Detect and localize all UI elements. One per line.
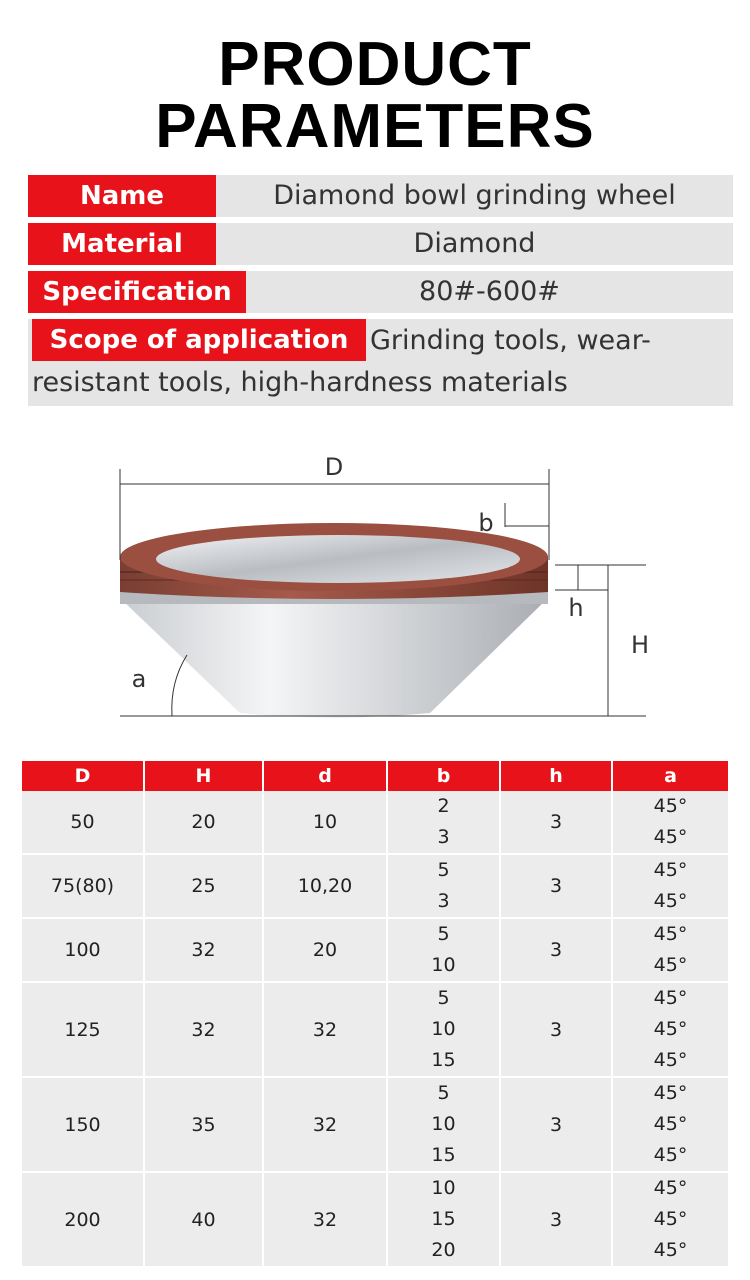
cell-b-value: 5 (437, 859, 450, 881)
cell-a-value: 45° (653, 1239, 688, 1261)
scope-value-line2: resistant tools, high-hardness materials (32, 367, 568, 398)
scope-value-line1: Grinding tools, wear- (370, 325, 651, 356)
cell-b-value: 3 (437, 890, 450, 912)
header-D: D (22, 761, 145, 791)
cell-a (613, 983, 728, 1078)
cell-b (388, 791, 501, 855)
dim-a-label: a (131, 665, 147, 693)
table-row (22, 983, 728, 1078)
cell-a-value: 45° (653, 826, 688, 848)
page-title-line2: PARAMETERS (155, 92, 595, 161)
table-row (22, 919, 728, 983)
cell-a-value: 45° (653, 1018, 688, 1040)
cell-b-value: 10 (431, 954, 456, 976)
cell-a-value: 45° (653, 1113, 688, 1135)
dim-h-label: h (568, 594, 584, 622)
param-row-scope (28, 319, 733, 406)
table-row (22, 1078, 728, 1173)
cell-d: 10,20 (264, 855, 388, 919)
cell-b-value: 20 (431, 1239, 456, 1261)
dim-D-label: D (324, 453, 344, 481)
param-row-material (28, 223, 733, 265)
cell-h: 3 (501, 855, 613, 919)
material-label: Material (28, 223, 216, 265)
table-row (22, 791, 728, 855)
cell-b (388, 1173, 501, 1268)
header-d: d (264, 761, 388, 791)
cell-b-value: 10 (431, 1177, 456, 1199)
cell-a-value: 45° (653, 1082, 688, 1104)
cell-d: 32 (264, 983, 388, 1078)
cell-H: 35 (145, 1078, 264, 1173)
cell-D: 75(80) (22, 855, 145, 919)
name-value: Diamond bowl grinding wheel (273, 180, 676, 211)
wheel-dimension-diagram (0, 440, 750, 740)
cell-H: 40 (145, 1173, 264, 1268)
cell-b-value: 10 (431, 1113, 456, 1135)
specification-table (22, 761, 728, 1268)
scope-label: Scope of application (32, 319, 366, 361)
cell-D: 125 (22, 983, 145, 1078)
cell-d: 10 (264, 791, 388, 855)
cell-a-value: 45° (653, 859, 688, 881)
dim-H-label: H (630, 631, 650, 659)
cell-a-value: 45° (653, 987, 688, 1009)
table-row (22, 855, 728, 919)
cell-a-value: 45° (653, 1177, 688, 1199)
table-row (22, 1173, 728, 1268)
cell-a-value: 45° (653, 1208, 688, 1230)
material-value: Diamond (413, 228, 536, 259)
cell-a (613, 919, 728, 983)
cell-d: 20 (264, 919, 388, 983)
wheel-inner-bowl (156, 535, 520, 583)
cell-b-value: 2 (437, 795, 450, 817)
cell-h: 3 (501, 983, 613, 1078)
name-label: Name (28, 175, 216, 217)
cell-b (388, 855, 501, 919)
cell-d: 32 (264, 1078, 388, 1173)
header-H: H (145, 761, 264, 791)
cell-h: 3 (501, 1078, 613, 1173)
cell-a-value: 45° (653, 1049, 688, 1071)
cell-a-value: 45° (653, 1144, 688, 1166)
cell-b-value: 3 (437, 826, 450, 848)
param-row-specification (28, 271, 733, 313)
cell-a (613, 791, 728, 855)
cell-b-value: 5 (437, 923, 450, 945)
cell-D: 150 (22, 1078, 145, 1173)
cell-a-value: 45° (653, 954, 688, 976)
cell-a (613, 1173, 728, 1268)
wheel-body (120, 585, 548, 718)
header-h: h (501, 761, 613, 791)
table-header-row (22, 761, 728, 791)
header-b: b (388, 761, 501, 791)
cell-h: 3 (501, 1173, 613, 1268)
cell-D: 100 (22, 919, 145, 983)
cell-H: 32 (145, 919, 264, 983)
page-title-line1: PRODUCT (218, 30, 532, 99)
specification-value: 80#-600# (419, 276, 560, 307)
cell-a-value: 45° (653, 890, 688, 912)
cell-H: 25 (145, 855, 264, 919)
cell-b (388, 919, 501, 983)
cell-a-value: 45° (653, 923, 688, 945)
dim-b-label: b (478, 509, 494, 537)
cell-D: 200 (22, 1173, 145, 1268)
cell-a (613, 1078, 728, 1173)
specification-label: Specification (28, 271, 246, 313)
cell-a-value: 45° (653, 795, 688, 817)
cell-D: 50 (22, 791, 145, 855)
cell-b-value: 15 (431, 1049, 456, 1071)
param-row-name (28, 175, 733, 217)
cell-H: 20 (145, 791, 264, 855)
cell-H: 32 (145, 983, 264, 1078)
cell-h: 3 (501, 919, 613, 983)
cell-b-value: 10 (431, 1018, 456, 1040)
cell-b-value: 5 (437, 987, 450, 1009)
cell-b-value: 15 (431, 1144, 456, 1166)
cell-b-value: 15 (431, 1208, 456, 1230)
header-a: a (613, 761, 728, 791)
cell-a (613, 855, 728, 919)
cell-b (388, 983, 501, 1078)
cell-b (388, 1078, 501, 1173)
cell-h: 3 (501, 791, 613, 855)
cell-b-value: 5 (437, 1082, 450, 1104)
cell-d: 32 (264, 1173, 388, 1268)
